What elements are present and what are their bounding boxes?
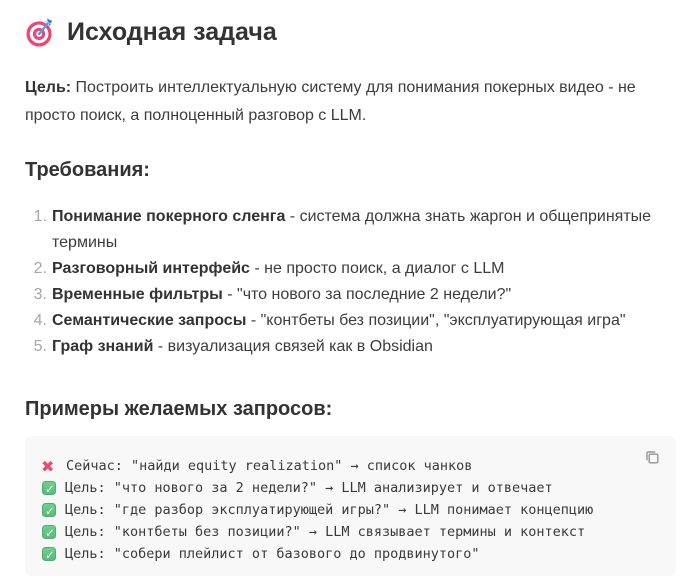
list-term: Разговорный интерфейс — [52, 260, 250, 277]
copy-icon — [642, 447, 662, 467]
dart-target-emoji-icon — [25, 17, 56, 48]
code-line-text: Цель: "где разбор эксплуатирующей игры?" → LLM понимает концепцию — [65, 502, 594, 518]
status-icon — [42, 525, 56, 539]
status-icon — [42, 547, 56, 561]
list-term: Временные фильтры — [52, 286, 223, 303]
list-desc: - не просто поиск, а диалог с LLM — [249, 260, 505, 277]
examples-heading: Примеры желаемых запросов: — [25, 398, 333, 420]
list-item — [25, 282, 676, 308]
code-line — [42, 499, 660, 521]
code-line — [42, 455, 660, 477]
page-title-text: Исходная задача — [67, 18, 277, 46]
goal-label: Цель: — [25, 79, 72, 96]
list-item — [25, 256, 676, 282]
status-icon — [42, 481, 56, 495]
goal-paragraph — [25, 74, 676, 130]
list-number: 2. — [33, 260, 47, 277]
list-desc: - система должна знать жаргон и общепринятые термины — [52, 208, 652, 251]
list-desc: - визуализация связей как в Obsidian — [153, 338, 433, 355]
list-number: 3. — [33, 286, 47, 303]
list-item — [25, 308, 676, 334]
code-line-text: Цель: "что нового за 2 недели?" → LLM анализирует и отвечает — [65, 480, 553, 496]
code-line-text: Цель: "собери плейлист от базового до продвинутого" — [65, 546, 480, 562]
requirements-list — [25, 204, 676, 360]
list-desc: - "контбеты без позиции", "эксплуатирующая игра" — [246, 312, 626, 329]
code-line-text: Цель: "контбеты без позиции?" → LLM связывает термины и контекст — [65, 524, 586, 540]
code-line-text: Сейчас: "найди equity realization" → список чанков — [66, 458, 473, 474]
page-title — [25, 16, 676, 48]
list-term: Граф знаний — [52, 338, 154, 355]
list-number: 5. — [33, 338, 47, 355]
code-line — [42, 543, 660, 565]
status-icon — [42, 503, 56, 517]
code-block — [25, 436, 676, 576]
list-term: Понимание покерного сленга — [52, 208, 286, 225]
goal-text: Построить интеллектуальную систему для понимания покерных видео - не просто поиск, а полноценный разговор с LLM. — [25, 79, 636, 124]
list-desc: - "что нового за последние 2 недели?" — [222, 286, 512, 303]
list-number: 4. — [33, 312, 47, 329]
status-icon — [42, 459, 57, 474]
requirements-heading: Требования: — [25, 159, 150, 181]
list-item — [25, 334, 676, 360]
list-term: Семантические запросы — [52, 312, 247, 329]
list-item — [25, 204, 676, 256]
code-line — [42, 477, 660, 499]
list-number: 1. — [33, 208, 47, 225]
copy-button[interactable] — [640, 445, 664, 469]
code-line — [42, 521, 660, 543]
